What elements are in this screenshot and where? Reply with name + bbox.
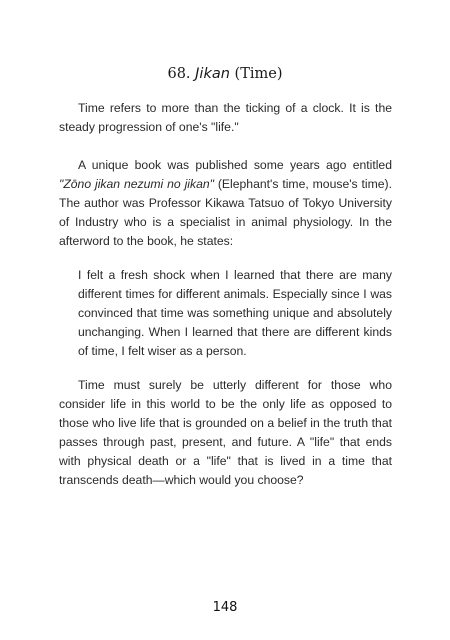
block-quote: I felt a fresh shock when I learned that there are many different times for different animals. Especially since I was convinced that time was something unique and absolutely unchanging. When I learned that there are different kinds of time, I felt wiser as a person.: [78, 268, 392, 358]
chapter-heading: [0, 66, 450, 82]
paragraph-conclusion: Time must surely be utterly different for those who consider life in this world to be the only life as opposed to those who live life that is grounded on a belief in the truth that passes through past, present, and future. A "life" that ends with physical death or a "life" that is lived in a time that transcends death—which would you choose?: [59, 378, 392, 487]
paragraph-book-reference-after: (Elephant's time, mouse's time). The author was Professor Kikawa Tatsuo of Tokyo University of Industry who is a specialist in animal physiology. In the afterword to the book, he states:: [59, 177, 392, 248]
paragraph-intro: Time refers to more than the ticking of a clock. It is the steady progression of one's "life.": [59, 101, 392, 134]
chapter-title-japanese: Jikan: [195, 66, 230, 82]
chapter-number: 68.: [167, 66, 191, 82]
paragraph-book-reference-before: A unique book was published some years ago entitled: [78, 158, 392, 172]
book-title: "Zōno jikan nezumi no jikan": [59, 177, 214, 191]
chapter-title-english: (Time): [234, 66, 283, 82]
paragraph-book-reference: [59, 156, 392, 251]
page-number: 148: [212, 600, 238, 615]
